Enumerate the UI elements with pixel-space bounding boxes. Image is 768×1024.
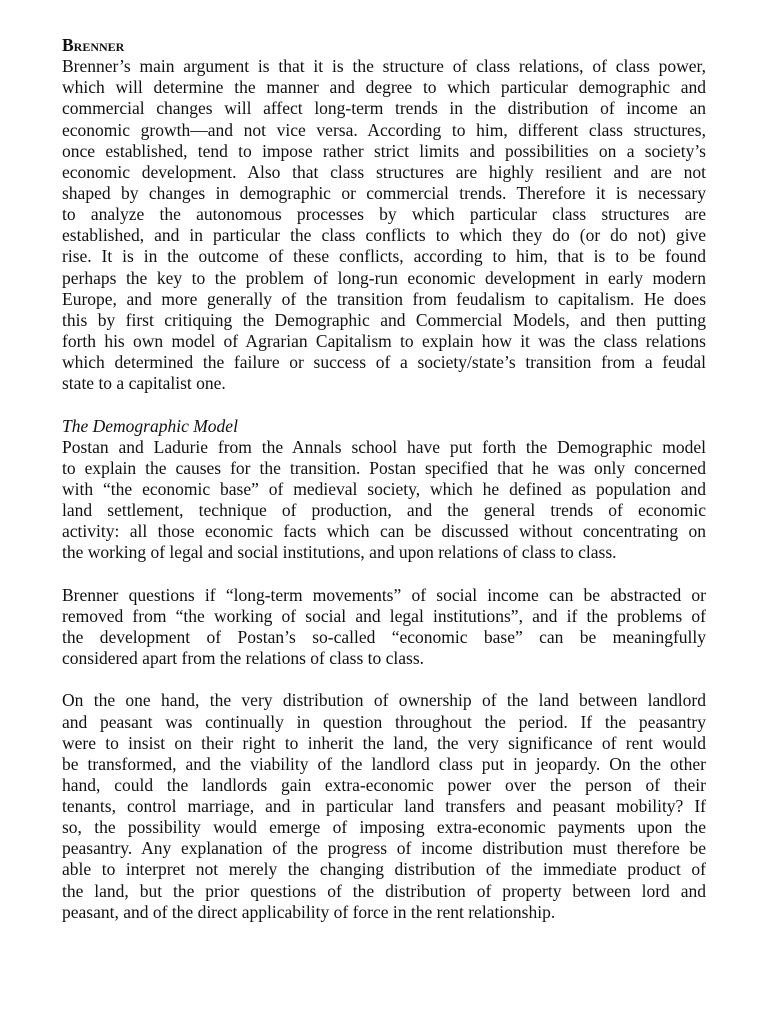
text-line: the development of Postan’s so-called “economic base” can be meaningfully [62, 626, 706, 647]
text-line: land settlement, technique of production, and the general trends of economic [62, 500, 706, 521]
text-line: which will determine the manner and degree to which particular demographic and [62, 77, 706, 98]
text-line: rise. It is in the outcome of these conflicts, according to him, that is to be found [62, 246, 706, 267]
text-line: able to interpret not merely the changing distribution of the immediate product of [62, 859, 706, 880]
text-line: economic growth—and not vice versa. According to him, different class structures, [62, 119, 706, 140]
text-line: shaped by changes in demographic or commercial trends. Therefore it is necessary [62, 182, 706, 203]
text-line: the working of legal and social institutions, and upon relations of class to class. [62, 542, 617, 563]
text-line: peasant, and of the direct applicability of force in the rent relationship. [62, 901, 556, 922]
text-line: Postan and Ladurie from the Annals school have put forth the Demographic model [62, 436, 706, 457]
paragraph-intro [62, 56, 706, 394]
text-line: established, and in particular the class conflicts to which they do (or do not) give [62, 225, 706, 246]
paragraph-land-distribution [62, 690, 706, 923]
text-line: the land, but the prior questions of the distribution of property between lord and [62, 880, 706, 901]
text-line: once established, tend to impose rather strict limits and possibilities on a society’s [62, 140, 706, 161]
text-line: peasantry. Any explanation of the progress of income distribution must therefore be [62, 838, 706, 859]
text-line: removed from “the working of social and legal institutions”, and if the problems of [62, 605, 706, 626]
text-line: tenants, control marriage, and in particular land transfers and peasant mobility? If [62, 796, 706, 817]
text-line: were to insist on their right to inherit the land, the very significance of rent would [62, 732, 706, 753]
text-line: to explain the causes for the transition. Postan specified that he was only concerned [62, 457, 706, 478]
text-line: On the one hand, the very distribution of ownership of the land between landlord [62, 690, 706, 711]
text-line: to analyze the autonomous processes by which particular class structures are [62, 204, 706, 225]
text-line: Brenner’s main argument is that it is the structure of class relations, of class power, [62, 56, 706, 77]
text-line: state to a capitalist one. [62, 373, 226, 394]
text-line: economic development. Also that class structures are highly resilient and are not [62, 161, 706, 182]
document-page [62, 35, 706, 923]
text-line: so, the possibility would emerge of imposing extra-economic payments upon the [62, 817, 706, 838]
text-line: with “the economic base” of medieval society, which he defined as population and [62, 478, 706, 499]
text-line: which determined the failure or success of a society/state’s transition from a feudal [62, 352, 706, 373]
subsection-heading: The Demographic Model [62, 415, 238, 436]
paragraph-brenner-questions [62, 585, 706, 670]
text-line: commercial changes will affect long-term trends in the distribution of income an [62, 98, 706, 119]
text-line: hand, could the landlords gain extra-economic power over the person of their [62, 774, 706, 795]
text-line: and peasant was continually in question throughout the period. If the peasantry [62, 711, 706, 732]
text-line: Europe, and more generally of the transition from feudalism to capitalism. He does [62, 288, 706, 309]
text-line: forth his own model of Agrarian Capitalism to explain how it was the class relations [62, 330, 706, 351]
paragraph-demographic-model [62, 437, 706, 564]
text-line: be transformed, and the viability of the landlord class put in jeopardy. On the other [62, 753, 706, 774]
text-line: this by first critiquing the Demographic and Commercial Models, and then putting [62, 309, 706, 330]
text-line: Brenner questions if “long-term movements” of social income can be abstracted or [62, 584, 706, 605]
section-heading: Brenner [62, 35, 125, 55]
text-line: considered apart from the relations of class to class. [62, 648, 425, 669]
text-line: activity: all those economic facts which can be discussed without concentrating on [62, 521, 706, 542]
text-line: perhaps the key to the problem of long-run economic development in early modern [62, 267, 706, 288]
